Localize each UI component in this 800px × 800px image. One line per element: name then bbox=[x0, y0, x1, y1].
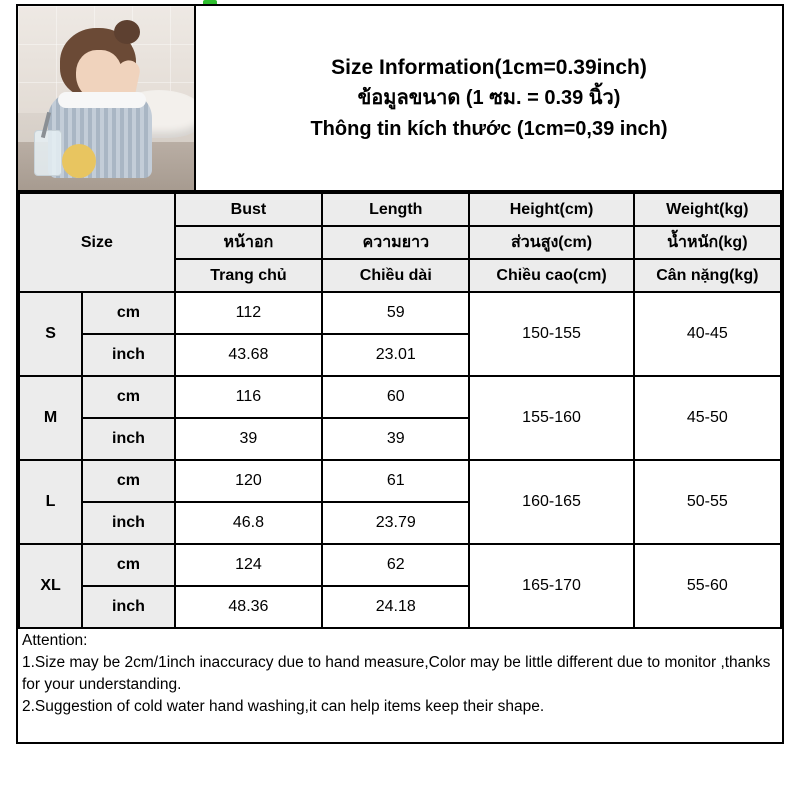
title-block bbox=[196, 6, 782, 190]
table-row bbox=[19, 460, 781, 502]
cell-bust-inch-xl: 48.36 bbox=[175, 586, 322, 628]
title-english: Size Information(1cm=0.39inch) bbox=[331, 55, 647, 79]
header-length-en: Length bbox=[322, 193, 469, 226]
row-unit-inch-l: inch bbox=[82, 502, 175, 544]
table-row bbox=[19, 292, 781, 334]
cell-length-cm-l: 61 bbox=[322, 460, 469, 502]
cell-length-cm-s: 59 bbox=[322, 292, 469, 334]
header-bust-vi: Trang chủ bbox=[175, 259, 322, 292]
size-table bbox=[18, 192, 782, 629]
cell-bust-inch-l: 46.8 bbox=[175, 502, 322, 544]
size-header-cell: Size bbox=[19, 193, 175, 292]
attention-note bbox=[16, 626, 784, 718]
photo-lemon bbox=[62, 144, 96, 178]
header-bust-th: หน้าอก bbox=[175, 226, 322, 259]
cell-length-cm-m: 60 bbox=[322, 376, 469, 418]
header-length-th: ความยาว bbox=[322, 226, 469, 259]
cell-bust-cm-s: 112 bbox=[175, 292, 322, 334]
photo-model-hair-bun bbox=[114, 20, 140, 44]
cell-weight-m: 45-50 bbox=[634, 376, 781, 460]
header-weight-th: น้ำหนัก(kg) bbox=[634, 226, 781, 259]
row-size-label-s: S bbox=[19, 292, 82, 376]
cell-bust-inch-m: 39 bbox=[175, 418, 322, 460]
table-row bbox=[19, 376, 781, 418]
row-unit-cm-s: cm bbox=[82, 292, 175, 334]
row-unit-cm-l: cm bbox=[82, 460, 175, 502]
attention-line-2: 2.Suggestion of cold water hand washing,it can help items keep their shape. bbox=[22, 698, 545, 715]
cell-bust-cm-xl: 124 bbox=[175, 544, 322, 586]
attention-line-1: 1.Size may be 2cm/1inch inaccuracy due to hand measure,Color may be little different due to monitor ,thanks for your understanding. bbox=[22, 654, 771, 693]
photo-model-frill-collar bbox=[58, 92, 146, 108]
header-weight-vi: Cân nặng(kg) bbox=[634, 259, 781, 292]
cell-height-s: 150-155 bbox=[469, 292, 633, 376]
cell-length-inch-s: 23.01 bbox=[322, 334, 469, 376]
cell-height-l: 160-165 bbox=[469, 460, 633, 544]
cell-bust-cm-m: 116 bbox=[175, 376, 322, 418]
row-unit-cm-m: cm bbox=[82, 376, 175, 418]
row-size-label-xl: XL bbox=[19, 544, 82, 628]
row-unit-inch-s: inch bbox=[82, 334, 175, 376]
header-height-en: Height(cm) bbox=[469, 193, 633, 226]
cell-length-inch-xl: 24.18 bbox=[322, 586, 469, 628]
attention-heading: Attention: bbox=[22, 632, 88, 649]
cell-height-xl: 165-170 bbox=[469, 544, 633, 628]
row-unit-inch-m: inch bbox=[82, 418, 175, 460]
header-length-vi: Chiều dài bbox=[322, 259, 469, 292]
title-vietnamese: Thông tin kích thước (1cm=0,39 inch) bbox=[310, 117, 668, 140]
cell-length-cm-xl: 62 bbox=[322, 544, 469, 586]
cell-length-inch-m: 39 bbox=[322, 418, 469, 460]
cell-weight-xl: 55-60 bbox=[634, 544, 781, 628]
cell-length-inch-l: 23.79 bbox=[322, 502, 469, 544]
chart-header bbox=[18, 6, 782, 192]
cell-weight-l: 50-55 bbox=[634, 460, 781, 544]
header-weight-en: Weight(kg) bbox=[634, 193, 781, 226]
header-row-english bbox=[19, 193, 781, 226]
header-height-th: ส่วนสูง(cm) bbox=[469, 226, 633, 259]
cell-height-m: 155-160 bbox=[469, 376, 633, 460]
row-unit-inch-xl: inch bbox=[82, 586, 175, 628]
title-thai: ข้อมูลขนาด (1 ซม. = 0.39 นิ้ว) bbox=[357, 87, 621, 110]
table-row bbox=[19, 544, 781, 586]
header-height-vi: Chiều cao(cm) bbox=[469, 259, 633, 292]
photo-drinking-glass bbox=[34, 130, 62, 176]
cell-weight-s: 40-45 bbox=[634, 292, 781, 376]
product-photo bbox=[18, 6, 196, 190]
row-size-label-m: M bbox=[19, 376, 82, 460]
row-size-label-l: L bbox=[19, 460, 82, 544]
cell-bust-cm-l: 120 bbox=[175, 460, 322, 502]
header-bust-en: Bust bbox=[175, 193, 322, 226]
cell-bust-inch-s: 43.68 bbox=[175, 334, 322, 376]
row-unit-cm-xl: cm bbox=[82, 544, 175, 586]
